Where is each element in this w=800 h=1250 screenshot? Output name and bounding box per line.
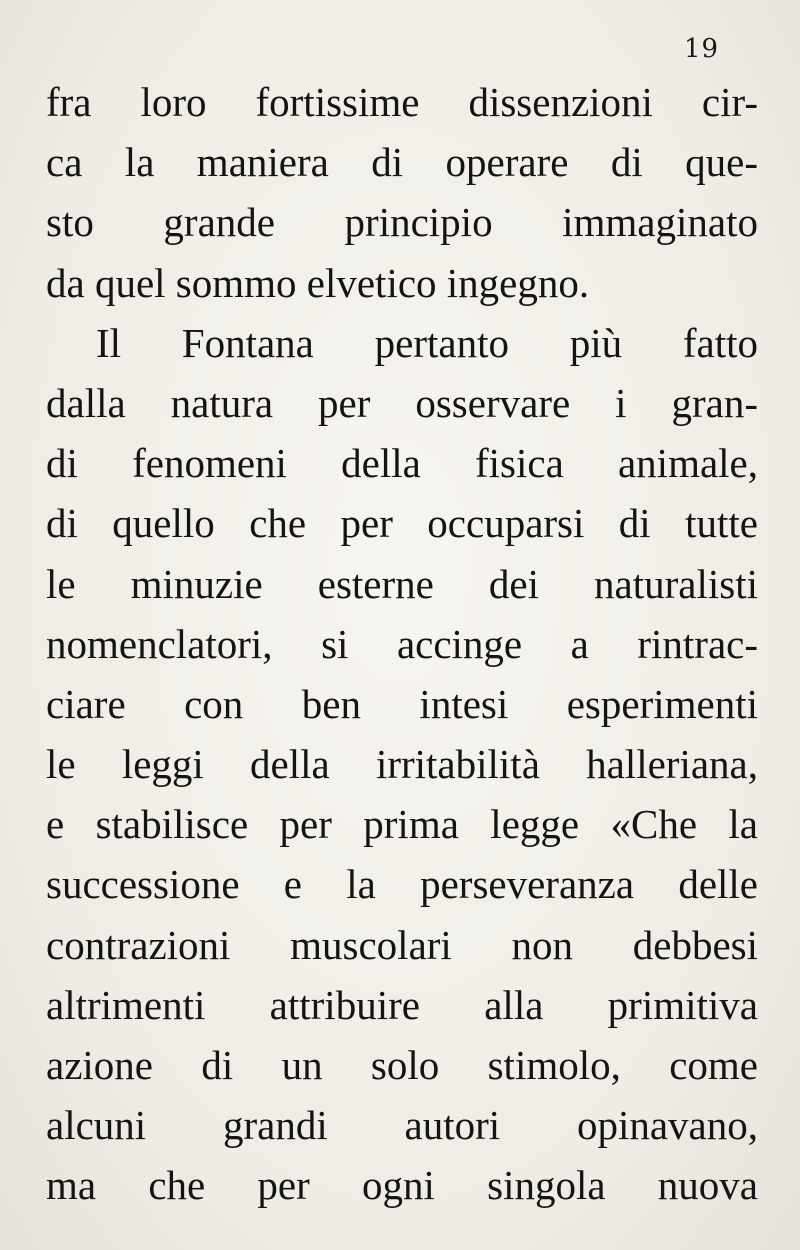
text-line: ma che per ogni singola nuova <box>46 1162 758 1209</box>
text-line: ca la maniera di operare di que- <box>46 139 758 186</box>
body-text <box>46 72 758 1216</box>
text-line: altrimenti attribuire alla primitiva <box>46 981 758 1028</box>
text-line: da quel sommo elvetico ingegno. <box>46 259 590 306</box>
text-line: contrazioni muscolari non debbesi <box>46 921 758 968</box>
text-line: successione e la perseveranza delle <box>46 861 758 908</box>
text-line: le leggi della irritabilità halleriana, <box>46 741 758 788</box>
text-line: di quello che per occuparsi di tutte <box>46 500 758 547</box>
text-line: Il Fontana pertanto più fatto <box>96 319 758 366</box>
text-line: e stabilisce per prima legge «Che la <box>46 801 758 848</box>
text-line: ciare con ben intesi esperimenti <box>46 680 758 727</box>
text-line: di fenomeni della fisica animale, <box>46 440 758 487</box>
text-line: dalla natura per osservare i gran- <box>46 379 758 426</box>
text-line: sto grande principio immaginato <box>46 199 758 246</box>
text-line: alcuni grandi autori opinavano, <box>46 1102 758 1149</box>
text-line: azione di un solo stimolo, come <box>46 1042 758 1088</box>
text-line: nomenclatori, si accinge a rintrac- <box>46 620 758 667</box>
text-line: le minuzie esterne dei naturalisti <box>46 560 758 607</box>
page-number: 19 <box>684 34 720 64</box>
text-line: fra loro fortissime dissenzioni cir- <box>46 79 758 125</box>
